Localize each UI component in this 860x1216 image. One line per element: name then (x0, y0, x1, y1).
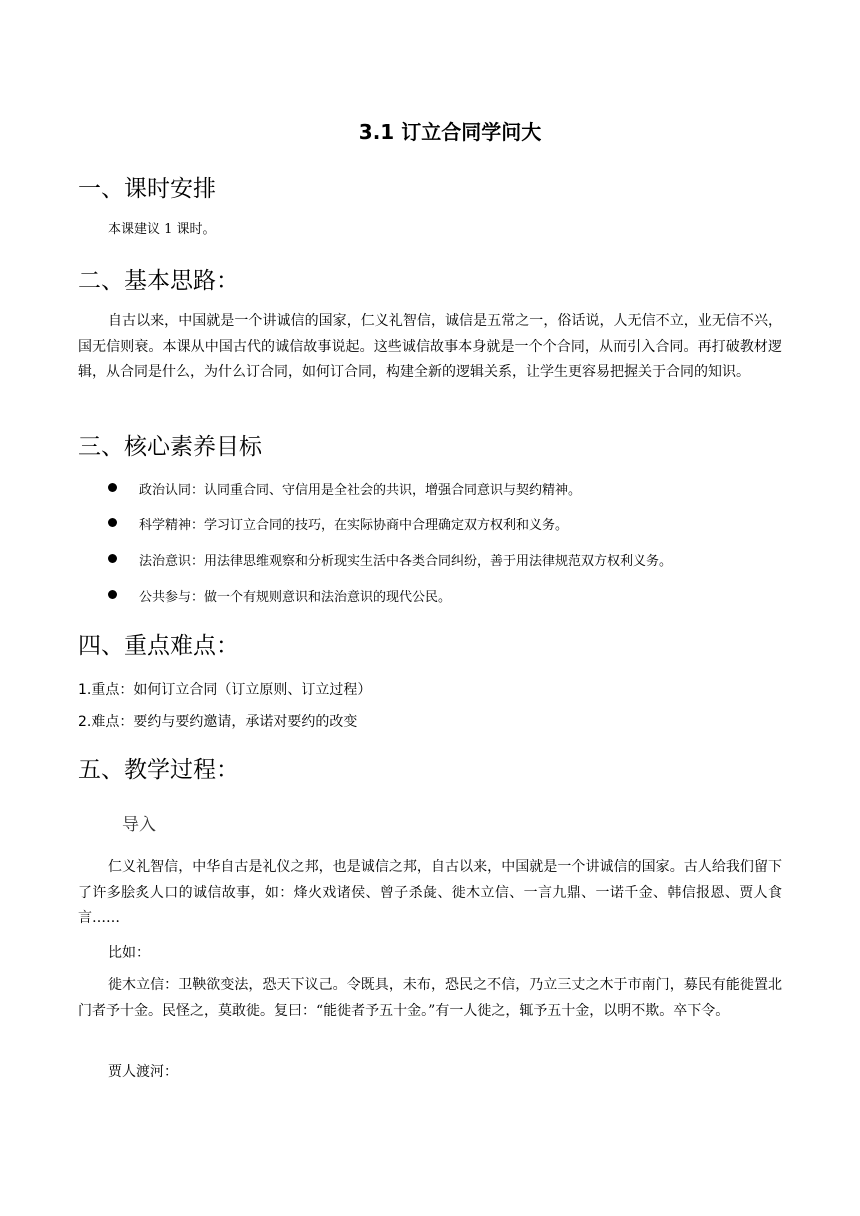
goal-text: ：做一个有规则意识和法治意识的现代公民。 (191, 590, 452, 605)
intro-paragraph: 仁义礼智信，中华自古是礼仪之邦，也是诚信之邦，自古以来，中国就是一个讲诚信的国家。古人给我们留下了许多脍炙人口的诚信故事，如：烽火戏诸侯、曾子杀彘、徙木立信、一言九鼎、一诺千金、韩信报恩、贾人食言…… (78, 859, 782, 926)
goal-text: ：用法律思维观察和分析现实生活中各类合同纠纷，善于用法律规范双方权利义务。 (191, 554, 673, 569)
difficulty-line: 2.难点：要约与要约邀请，承诺对要约的改变 (78, 714, 358, 730)
keypoint-line: 1.重点：如何订立合同（订立原则、订立过程） (78, 682, 372, 698)
section-heading-approach: 二、基本思路： (78, 268, 239, 294)
story-xumulixin: 徙木立信：卫鞅欲变法，恐天下议己。令既具，未布，恐民之不信，乃立三丈之木于市南门，募民有能徙置北门者予十金。民怪之，莫敢徙。复曰：“能徙者予五十金。”有一人徙之，辄予五十金，以明不欺。卒下令。 (78, 977, 782, 1019)
goal-text: ：认同重合同、守信用是全社会的共识，增强合同意识与契约精神。 (191, 483, 582, 498)
section-heading-keypoints: 四、重点难点： (78, 633, 239, 659)
approach-text: 自古以来，中国就是一个讲诚信的国家，仁义礼智信，诚信是五常之一，俗话说，人无信不立，业无信不兴，国无信则衰。本课从中国古代的诚信故事说起。这些诚信故事本身就是一个个合同，从而引入合同。再打破教材逻辑，从合同是什么，为什么订合同，如何订合同，构建全新的逻辑关系，让学生更容易把握关于合同的知识。 (78, 313, 782, 380)
bullet-icon (108, 554, 117, 563)
schedule-text: 本课建议 1 课时。 (108, 222, 216, 237)
story-jiarenduhe-label: 贾人渡河： (108, 1064, 178, 1080)
goal-key: 公共参与 (139, 590, 192, 605)
document-title: 3.1 订立合同学问大 (358, 120, 542, 144)
example-label: 比如： (108, 945, 150, 961)
section-heading-schedule: 一、课时安排 (78, 176, 216, 202)
section-heading-process: 五、教学过程： (78, 757, 239, 783)
goal-text: ：学习订立合同的技巧，在实际协商中合理确定双方权利和义务。 (191, 518, 569, 533)
section-heading-goals: 三、核心素养目标 (78, 434, 262, 460)
goal-key: 科学精神 (139, 518, 192, 533)
intro-subheading: 导入 (122, 815, 156, 835)
goal-key: 法治意识 (139, 554, 192, 569)
bullet-icon (108, 483, 117, 492)
goal-key: 政治认同 (139, 483, 192, 498)
bullet-icon (108, 518, 117, 527)
bullet-icon (108, 590, 117, 599)
